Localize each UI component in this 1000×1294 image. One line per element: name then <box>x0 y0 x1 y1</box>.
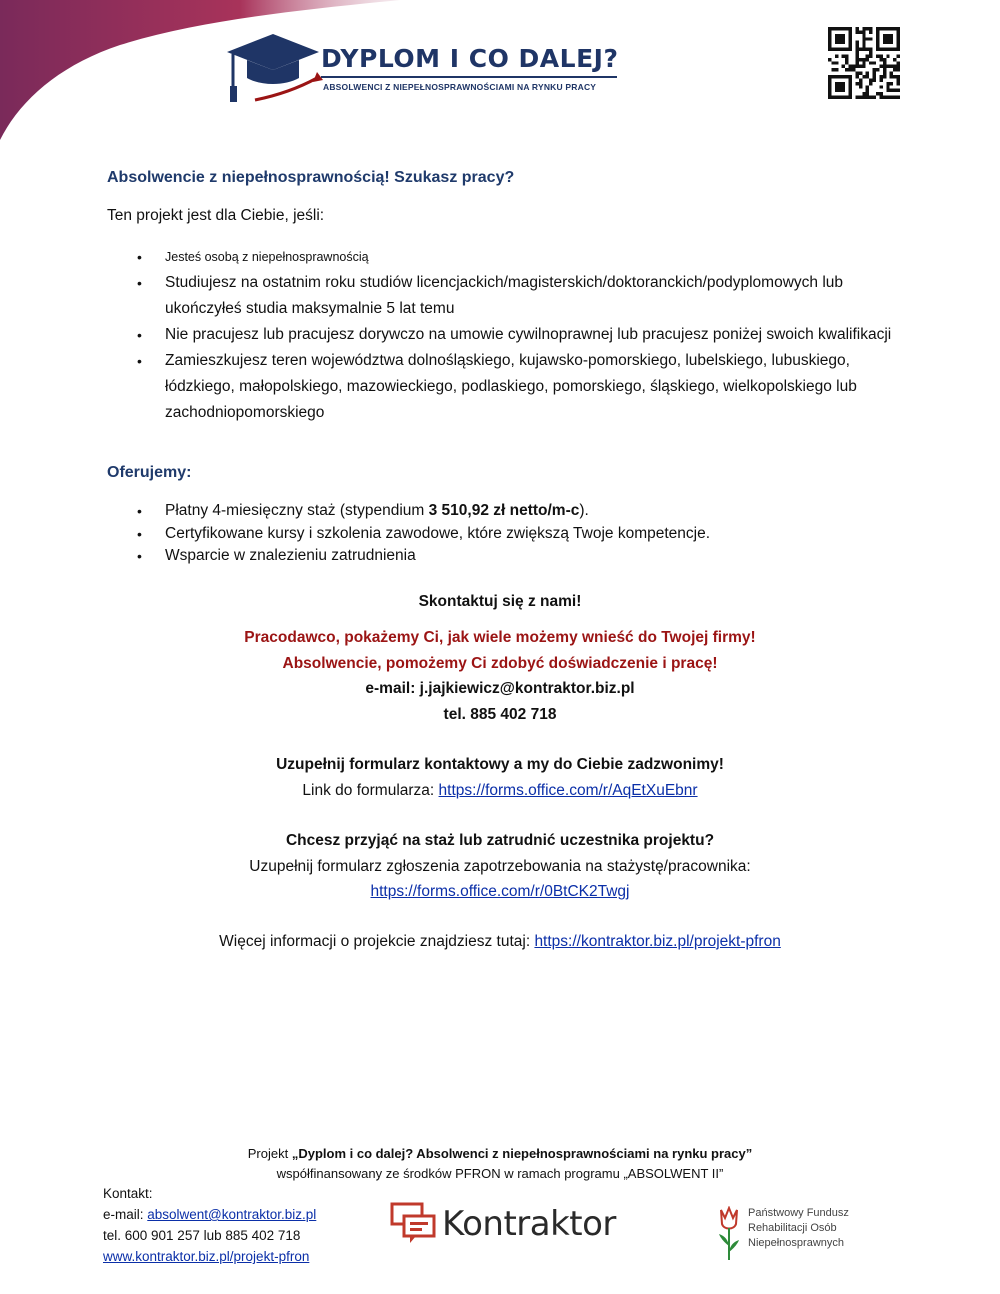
list-item: • Wsparcie w znalezieniu zatrudnienia <box>107 545 907 568</box>
contact-phone: tel. 885 402 718 <box>443 705 557 723</box>
footer-project <box>0 1144 1000 1184</box>
intro-lead: Ten projekt jest dla Ciebie, jeśli: <box>107 207 325 224</box>
project-prefix: Projekt <box>247 1146 292 1161</box>
contact-label: Kontakt: <box>103 1186 153 1201</box>
logo-title: DYPLOM I CO DALEJ? <box>321 44 619 73</box>
form1-block <box>0 752 1000 803</box>
offer-heading: Oferujemy: <box>107 464 192 481</box>
form2-link[interactable]: https://forms.office.com/r/0BtCK2Twgj <box>370 883 630 900</box>
contact-heading: Skontaktuj się z nami! <box>418 593 582 610</box>
list-item: • Nie pracujesz lub pracujesz dorywczo na umowie cywilnoprawnej lub pracujesz poniżej swoich kwalifikacji <box>107 322 907 348</box>
pfron-line: Rehabilitacji Osób <box>748 1222 837 1234</box>
footer-email-link[interactable]: absolwent@kontraktor.biz.pl <box>147 1207 317 1222</box>
offer-text: ). <box>579 502 589 519</box>
form1-line <box>0 778 1000 804</box>
pfron-text <box>748 1206 849 1251</box>
form2-block <box>0 828 1000 905</box>
contact-block <box>0 589 1000 615</box>
kontraktor-wordmark: Kontraktor <box>442 1204 616 1244</box>
more-info-block <box>0 929 1000 955</box>
qr-code-icon[interactable] <box>828 27 900 99</box>
intro-heading: Absolwencie z niepełnosprawnością! Szukasz pracy? <box>107 169 515 186</box>
pfron-line: Państwowy Fundusz <box>748 1207 849 1219</box>
kontraktor-logo <box>390 1200 630 1252</box>
pfron-line: Niepełnosprawnych <box>748 1237 844 1249</box>
list-item: • Zamieszkujesz teren województwa dolnośląskiego, kujawsko-pomorskiego, lubelskiego, lubuskiego, łódzkiego, małopolskiego, mazowieckiego, podlaskiego, pomorskiego, śląskiego, wielkopolskiego lub zachodniopomorskiego <box>107 348 907 426</box>
offer-text: Płatny 4-miesięczny staż (stypendium <box>165 502 429 519</box>
form1-heading: Uzupełnij formularz kontaktowy a my do Ciebie zadzwonimy! <box>276 756 724 773</box>
more-info-link[interactable]: https://kontraktor.biz.pl/projekt-pfron <box>534 933 781 950</box>
chat-bubbles-icon <box>390 1202 440 1246</box>
form2-heading: Chcesz przyjąć na staż lub zatrudnić uczestnika projektu? <box>285 832 715 849</box>
project-name: „Dyplom i co dalej? Absolwenci z niepełnosprawnościami na rynku pracy” <box>291 1146 753 1161</box>
more-info-label: Więcej informacji o projekcie znajdziesz tutaj: <box>219 933 535 950</box>
project-logo <box>225 30 625 110</box>
list-item: • Jesteś osobą z niepełnosprawnością <box>107 244 907 270</box>
pfron-logo <box>715 1206 875 1262</box>
graduate-line: Absolwencie, pomożemy Ci zdobyć doświadczenie i pracę! <box>282 654 718 672</box>
eligibility-list <box>107 244 907 426</box>
footer-phone: tel. 600 901 257 lub 885 402 718 <box>103 1228 301 1243</box>
footer-website-link[interactable]: www.kontraktor.biz.pl/projekt-pfron <box>103 1249 310 1264</box>
contact-lines <box>0 625 1000 727</box>
employer-line: Pracodawco, pokażemy Ci, jak wiele możemy wnieść do Twojej firmy! <box>244 629 756 646</box>
graduation-cap-icon <box>225 30 325 110</box>
footer-contact <box>103 1183 316 1267</box>
list-item: • Studiujesz na ostatnim roku studiów licencjackich/magisterskich/doktoranckich/podyplomowych lub ukończyłeś studia maksymalnie 5 lat temu <box>107 270 907 322</box>
form1-label: Link do formularza: <box>302 781 439 799</box>
email-label: e-mail: <box>103 1207 148 1222</box>
list-item <box>107 500 907 523</box>
logo-subtitle: ABSOLWENCI Z NIEPEŁNOSPRAWNOŚCIAMI NA RYNKU PRACY <box>323 82 597 92</box>
logo-divider <box>321 76 617 78</box>
cofinance-text: współfinansowany ze środków PFRON w ramach programu „ABSOLWENT II” <box>276 1166 724 1181</box>
form1-link[interactable]: https://forms.office.com/r/AqEtXuEbnr <box>438 781 698 799</box>
contact-email: e-mail: j.jajkiewicz@kontraktor.biz.pl <box>365 680 635 697</box>
tulip-icon <box>715 1206 745 1262</box>
offer-list <box>107 500 907 568</box>
form2-text: Uzupełnij formularz zgłoszenia zapotrzebowania na stażystę/pracownika: <box>249 857 751 875</box>
list-item: • Certyfikowane kursy i szkolenia zawodowe, które zwiększą Twoje kompetencje. <box>107 523 907 546</box>
stipend-amount: 3 510,92 zł netto/m-c <box>428 502 580 519</box>
